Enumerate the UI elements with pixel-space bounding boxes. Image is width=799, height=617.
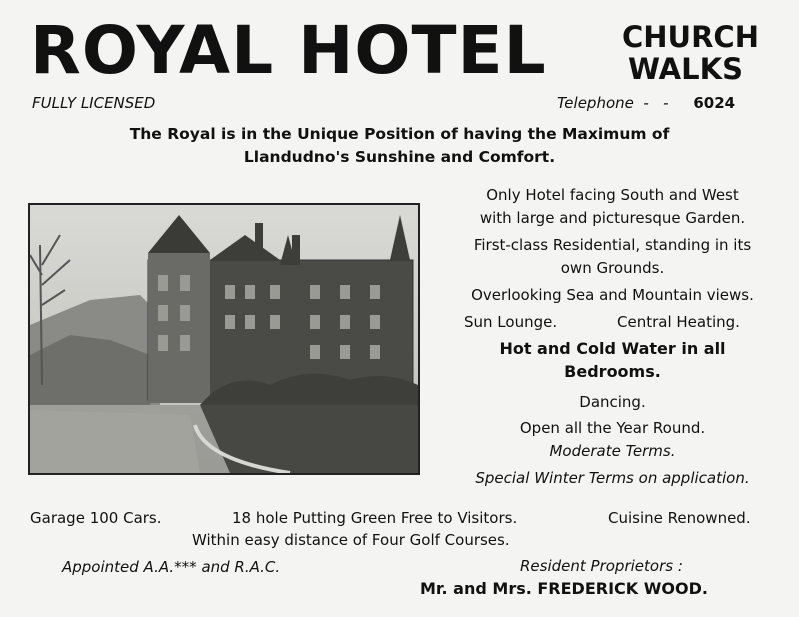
hotel-photograph [28, 203, 420, 475]
appointed-note: Appointed A.A.*** and R.A.C. [62, 558, 281, 576]
telephone-label: Telephone - - [557, 94, 669, 112]
feature-line: with large and picturesque Garden. [479, 209, 746, 227]
feature-line-italic: Moderate Terms. [549, 442, 676, 460]
telephone-number: 6024 [693, 94, 736, 112]
licensed-note: FULLY LICENSED [32, 94, 156, 112]
headline-line2: Llandudno's Sunshine and Comfort. [243, 148, 556, 166]
feature-line-italic: Special Winter Terms on application. [475, 469, 750, 487]
feature-line-bold: Hot and Cold Water in all [499, 339, 726, 358]
feature-line: Only Hotel facing South and West [486, 186, 739, 204]
feature-sun-lounge: Sun Lounge. [464, 313, 558, 331]
headline-line1: The Royal is in the Unique Position of having the Maximum of [129, 125, 670, 143]
proprietors-names: Mr. and Mrs. FREDERICK WOOD. [420, 579, 708, 598]
garage-note: Garage 100 Cars. [30, 509, 162, 527]
feature-line: Open all the Year Round. [519, 419, 706, 437]
street-name-line1: CHURCH [622, 20, 759, 54]
street-name-line2: WALKS [628, 52, 743, 86]
feature-line: own Grounds. [560, 259, 665, 277]
hotel-title: ROYAL HOTEL [30, 12, 547, 89]
hotel-building-illustration [30, 205, 418, 473]
cuisine-note: Cuisine Renowned. [608, 509, 751, 527]
feature-line: Overlooking Sea and Mountain views. [471, 286, 754, 304]
putting-green-note: 18 hole Putting Green Free to Visitors. [232, 509, 518, 527]
golf-courses-note: Within easy distance of Four Golf Courses. [192, 531, 510, 549]
feature-line: First-class Residential, standing in its [473, 236, 752, 254]
telephone [557, 94, 735, 112]
feature-central-heating: Central Heating. [617, 313, 740, 331]
resident-proprietors-label: Resident Proprietors : [520, 557, 683, 575]
feature-line-bold: Bedrooms. [564, 362, 661, 381]
feature-line: Dancing. [579, 393, 646, 411]
